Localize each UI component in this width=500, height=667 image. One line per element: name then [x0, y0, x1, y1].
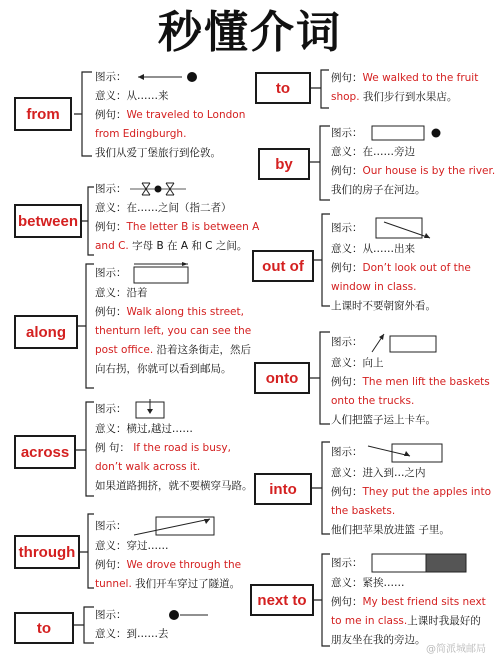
entry-from: 图示： 意义：从……来 例句：We traveled to London from Edingburgh. 我们从爱丁堡旅行到伦敦。: [95, 71, 246, 159]
watermark: @简派城邮局: [426, 644, 486, 655]
word-box-along: along: [14, 315, 78, 349]
between-icon: [130, 181, 188, 197]
out-of-icon: [366, 216, 436, 240]
word-box-between: between: [14, 204, 82, 238]
entry-out-of: 图示： 意义：从……出来 例句：Don’t look out of the window in class. 上课时不要朝窗外看。: [331, 216, 471, 316]
word-box-out-of: out of: [252, 250, 314, 282]
bracket-from: [72, 70, 94, 160]
entry-along: 图示： 意义：沿着 例句：Walk along this street, thenturn left, you can see the post office. 沿着这条街走，然后 向右拐，你就可以看到邮局。: [95, 262, 251, 379]
entry-onto: 图示： 意义：向上 例句：The men lift the baskets onto the trucks. 人们把篮子运上卡车。: [331, 330, 490, 430]
bracket-through: [80, 512, 96, 592]
entry-into: 图示： 意义：进入到…之内 例句：They put the apples into the baskets. 他们把苹果放进篮 子里。: [331, 440, 491, 540]
bracket-along: [78, 262, 96, 392]
bracket-next-to: [314, 552, 332, 648]
onto-icon: [366, 330, 442, 354]
bracket-onto: [310, 330, 332, 426]
word-box-to-left: to: [14, 612, 74, 644]
page-title: 秒懂介词: [158, 7, 342, 58]
next-to-icon: [366, 552, 470, 574]
entry-across: 图示： 意义：横过,越过…… 例 句： If the road is busy, don’t walk across it. 如果道路拥挤，就不要横穿马路。: [95, 398, 253, 496]
word-box-across: across: [14, 435, 76, 469]
bracket-between: [82, 185, 96, 257]
bracket-into: [312, 440, 332, 536]
dot-to-arrow-icon: [130, 608, 210, 622]
along-icon: [130, 262, 194, 284]
word-box-from: from: [14, 97, 72, 131]
entry-to-right: 例句：We walked to the fruit shop. 我们步行到水果店。: [331, 72, 479, 103]
into-icon: [366, 440, 446, 464]
word-box-into: into: [254, 473, 312, 505]
entry-next-to: 图示： 意义：紧挨…… 例句：My best friend sits next to me in class.上课时我最好的 朋友坐在我的旁边。: [331, 552, 486, 650]
entry-by: 图示： 意义：在……旁边 例句：Our house is by the river. 我们的房子在河边。: [331, 124, 495, 200]
word-box-next-to: next to: [250, 584, 314, 616]
through-icon: [130, 515, 216, 537]
word-box-by: by: [258, 148, 310, 180]
word-box-to-right: to: [255, 72, 311, 104]
entry-between: 图示： 意义：在……之间（指二者） 例句：The letter B is between A and C. 字母 B 在 A 和 C 之间。: [95, 183, 260, 252]
bracket-across: [76, 400, 96, 500]
across-icon: [130, 398, 170, 420]
entry-through: 图示： 意义：穿过…… 例句：We drove through the tunnel. 我们开车穿过了隧道。: [95, 515, 241, 594]
word-box-onto: onto: [254, 362, 310, 394]
entry-to-left: 图示： 意义：到……去: [95, 606, 210, 644]
bracket-by: [310, 124, 332, 202]
bracket-to-right: [311, 68, 331, 110]
arrow-from-dot-icon: [130, 70, 200, 84]
bracket-to-left: [74, 605, 96, 645]
word-box-through: through: [14, 535, 80, 569]
by-icon: [366, 124, 446, 142]
bracket-out-of: [314, 212, 332, 308]
